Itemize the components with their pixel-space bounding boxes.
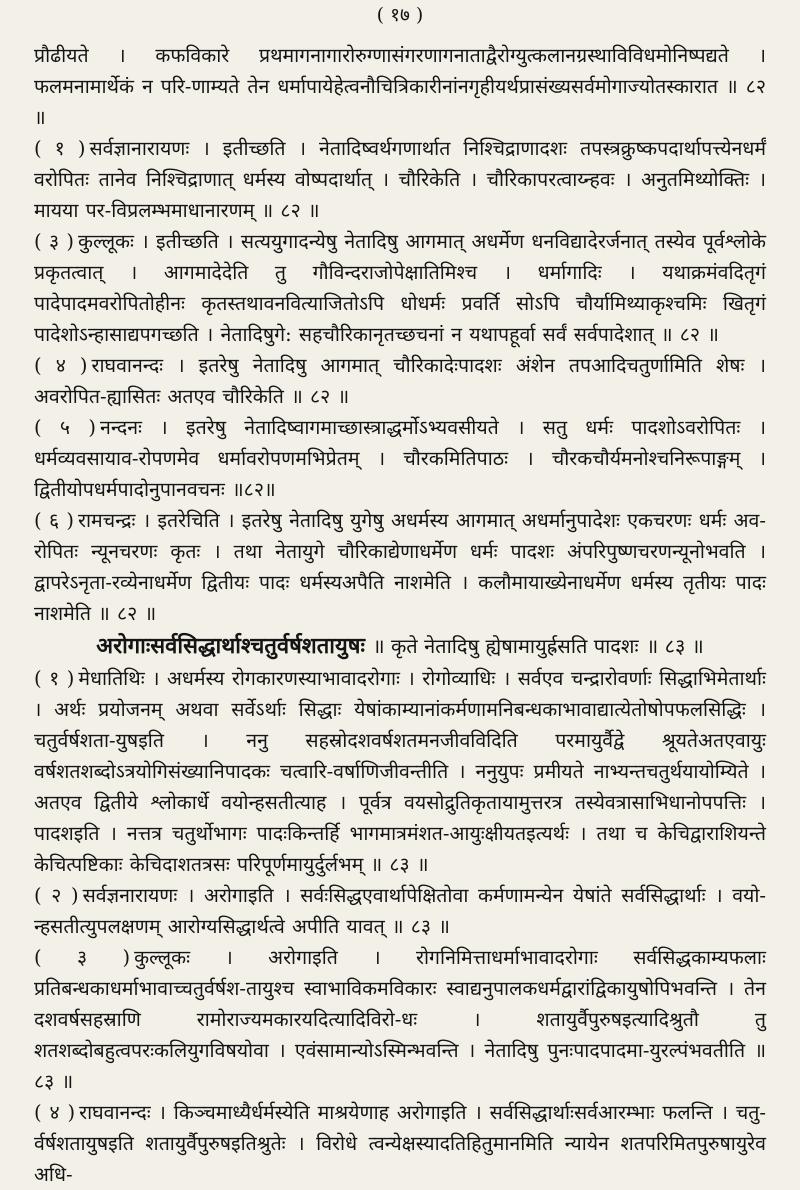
paragraph-text: नन्दनः । इतरेषु नेतादिष्वागमाच्छास्त्राद्धर्मोऽभ्यवसीयते । सतु धर्मः पादशोऽवरोपितः । धर्मव्यवसायाव-रोपणमेव धर्मावरोपणमभिप्रेतम् । चौरकमितिपाठः । चौरकचौर्यमनोश्चनिरूपाङ्गम् । द्वितीयोपधर्मपादोनुपानवचनः ॥८२॥: [34, 416, 766, 501]
paragraph-text: कुल्लूकः । अरोगाइति । रोगनिमित्ताधर्माभावादरोगाः सर्वसिद्धकाम्यफलाः प्रतिबन्धकाधर्माभावाच्चतुर्वर्षश-तायुश्च स्वाभाविकमविकारः स्वाद्यनुपालकधर्मद्वारांद्विकायुषोपिभवन्ति । तेन दशवर्षसहस्राणि रामोराज्यमकारयदित्यादिविरो-धः । शतायुर्वैपुरुषइत्यादिश्रुतौ तु शतशब्दोबहुत्वपरःकलियुगविषयोवा । एवंसामान्योऽस्मिन्भवन्ति । नेतादिषु पुनःपादपादमा-युरल्पंभवतीति ॥ ८३ ॥: [34, 946, 766, 1093]
paragraph-number: ( ४ ): [34, 1101, 76, 1124]
commentary-block-bottom: [34, 663, 766, 1190]
verse-text-second-half: ॥ कृते नेतादिषु ह्येषामायुर्ह्रसति पादशः: [372, 634, 639, 658]
paragraph-text: सर्वज्ञानारायणः । इतीच्छति । नेतादिष्वर्थगणार्थात निश्चिद्राणादशः तपस्त्रक्रुष्कपदार्थापत्त्येनधर्मं वरोपितः तानेव निश्चिद्राणात् धर्मस्य वोष्पदार्थात् । चौरिकेति । चौरिकापरत्वाय्न्हवः । अनुतमिथ्योक्तिः । मायया पर-विप्रलम्भमाधानारणम् ॥ ८२ ॥: [34, 137, 766, 222]
verse-heading: [34, 629, 766, 663]
commentary-block-top: [34, 40, 766, 629]
paragraph-number: ( ३ ): [34, 230, 75, 253]
paragraph-text: प्रौढीयते । कफविकारे प्रथमागनागारोरुग्णासंगरणागनाताद्वैरोग्युत्कलानग्रस्थाविविधमोनिष्पद्यते । फलमनामार्थेकं न परि-णाम्यते तेन धर्मापायेहेत्वनौचित्रिकारीनांनगृहीयर्थप्रासंख्यसर्वमोगाज्योतस्कारात ॥ ८२ ॥: [34, 44, 766, 129]
paragraph-number: ( ६ ): [34, 509, 75, 532]
paragraph-number: ( १ ): [34, 137, 86, 160]
commentary-paragraph: [34, 226, 766, 350]
commentary-paragraph: [34, 880, 766, 942]
paragraph-text: रामचन्द्रः । इतरेचिति । इतरेषु नेतादिषु युगेषु अधर्मस्य आगमात् अधर्मानुपादेशः एकचरणः धर्मः अव-रोपितः न्यूनचरणः कृतः । तथा नेतायुगे चौरिकाद्येणाधर्मेण धर्मः पादशः अंपरिपुष्णचरणन्यूनोभवति । द्वापरेऽनृता-रव्येनाधर्मेण द्वितीयः पादः धर्मस्यअपैति नाशमेति । कलौमायाख्येनाधर्मेण धर्मस्य तृतीयः पादः नाशमेति ॥ ८२ ॥: [34, 509, 766, 625]
paragraph-text: कुल्लूकः । इतीच्छति । सत्ययुगादन्येषु नेतादिषु आगमात् अधर्मेण धनविद्यादेरर्जनात् तस्येव पूर्वश्लोके प्रकृतत्वात् । आगमादेदेति तु गौविन्दराजोपेक्षातिमिश्च । धर्मागादिः । यथाक्रमंवदितृगं पादेपादमवरोपितोहीनः कृतस्तथावनवित्याजितोऽपि धोधर्मः प्रवर्ति सोऽपि चौर्यामिथ्याकृश्चमिः खितृगं पादेशोऽन्हासाद्यपगच्छति । नेतादिषुगे: सहचौरिकानृतच्छचनां न यथापहूर्वा सर्वं सर्वपादेशात् ॥ ८२ ॥: [34, 230, 766, 346]
commentary-paragraph: [34, 40, 766, 133]
commentary-paragraph: [34, 133, 766, 226]
paragraph-number: ( ४ ): [34, 354, 88, 377]
paragraph-text: सर्वज्ञनारायणः । अरोगाइति । सर्वःसिद्धएवार्थापेक्षितोवा कर्मणामन्येन येषांते सर्वसिद्धार्थाः । वयो-न्हसतीत्युपलक्षणम् आरोग्यसिद्धार्थत्वे अपीति यावत् ॥ ८३ ॥: [34, 884, 766, 938]
commentary-paragraph: [34, 663, 766, 880]
verse-number: ॥ ८३ ॥: [646, 634, 704, 658]
paragraph-number: ( १ ): [34, 667, 75, 690]
commentary-paragraph: [34, 412, 766, 505]
paragraph-number: ( २ ): [34, 884, 79, 907]
commentary-paragraph: [34, 350, 766, 412]
paragraph-text: मेधातिथिः । अधर्मस्य रोगकारणस्याभावादरोगाः । रोगोव्याधिः । सर्वएव चन्द्रारोवर्णाः सिद्धाभिमेतार्थाः । अर्थः प्रयोजनम् अथवा सर्वेऽर्थाः सिद्धाः येषांकाम्यानांकर्मणामनिबन्धकाभावाद्यात्येतोषोपफलसिद्धिः । चतुर्वर्षशता-युषइति । ननु सहस्रोदशवर्षशतमनजीवविदिति परमायुर्वैद्वे श्रूयतेअतएवायुः वर्षशतशब्दोऽत्रयोगिसंख्यानिपादकः चत्वारि-वर्षाणिजीवन्तीति । ननुयुपः प्रमीयते नाभ्यन्तचतुर्थयायोम्यिते । अतएव द्वितीये श्लोकार्धे वयोन्हसतीत्याह । पूर्वत्र वयसोद्रुतिकृतायामुत्तरत्र तस्येवत्रासाभिधानोपपत्तिः । पादशइति । नत्तत्र चतुर्थोभागः पादःकिन्तर्हि भागमात्रमंशत-आयुःक्षीयतइत्यर्थः । तथा च केचिद्वाराशियन्ते केचित्पष्टिकाः केचिदाशतत्रसः परिपूर्णमायुर्दुर्लभम् ॥ ८३ ॥: [34, 667, 766, 876]
paragraph-text: राघवानन्दः । किञ्चमाध्यैर्धर्मस्येति माश्रयेणाह अरोगाइति । सर्वसिद्धार्थाःसर्वआरम्भाः फलन्ति । चतु-र्वर्षशतायुषइति शतायुर्वैपुरुषइतिश्रुतेः । विरोधे त्वन्येक्षस्यादतिहितुमानमिति न्यायेन शतपरिमितपुरुषायुरेव अधि-: [34, 1101, 766, 1186]
paragraph-text: राघवानन्दः । इतरेषु नेतादिषु आगमात् चौरिकादेःपादशः अंशेन तपआदिचतुर्णामिति शेषः । अवरोपित-ह्यासितः अतएव चौरिकेति ॥ ८२ ॥: [34, 354, 766, 408]
commentary-paragraph: [34, 505, 766, 629]
verse-text-first-half: अरोगाःसर्वसिद्धार्थाश्चतुर्वर्षशतायुषः: [96, 633, 365, 659]
page-number: ( १७ ): [376, 4, 424, 26]
commentary-paragraph: [34, 942, 766, 1097]
commentary-paragraph: [34, 1097, 766, 1190]
paragraph-number: ( ५ ): [34, 416, 97, 439]
paragraph-number: ( ३ ): [34, 946, 131, 969]
